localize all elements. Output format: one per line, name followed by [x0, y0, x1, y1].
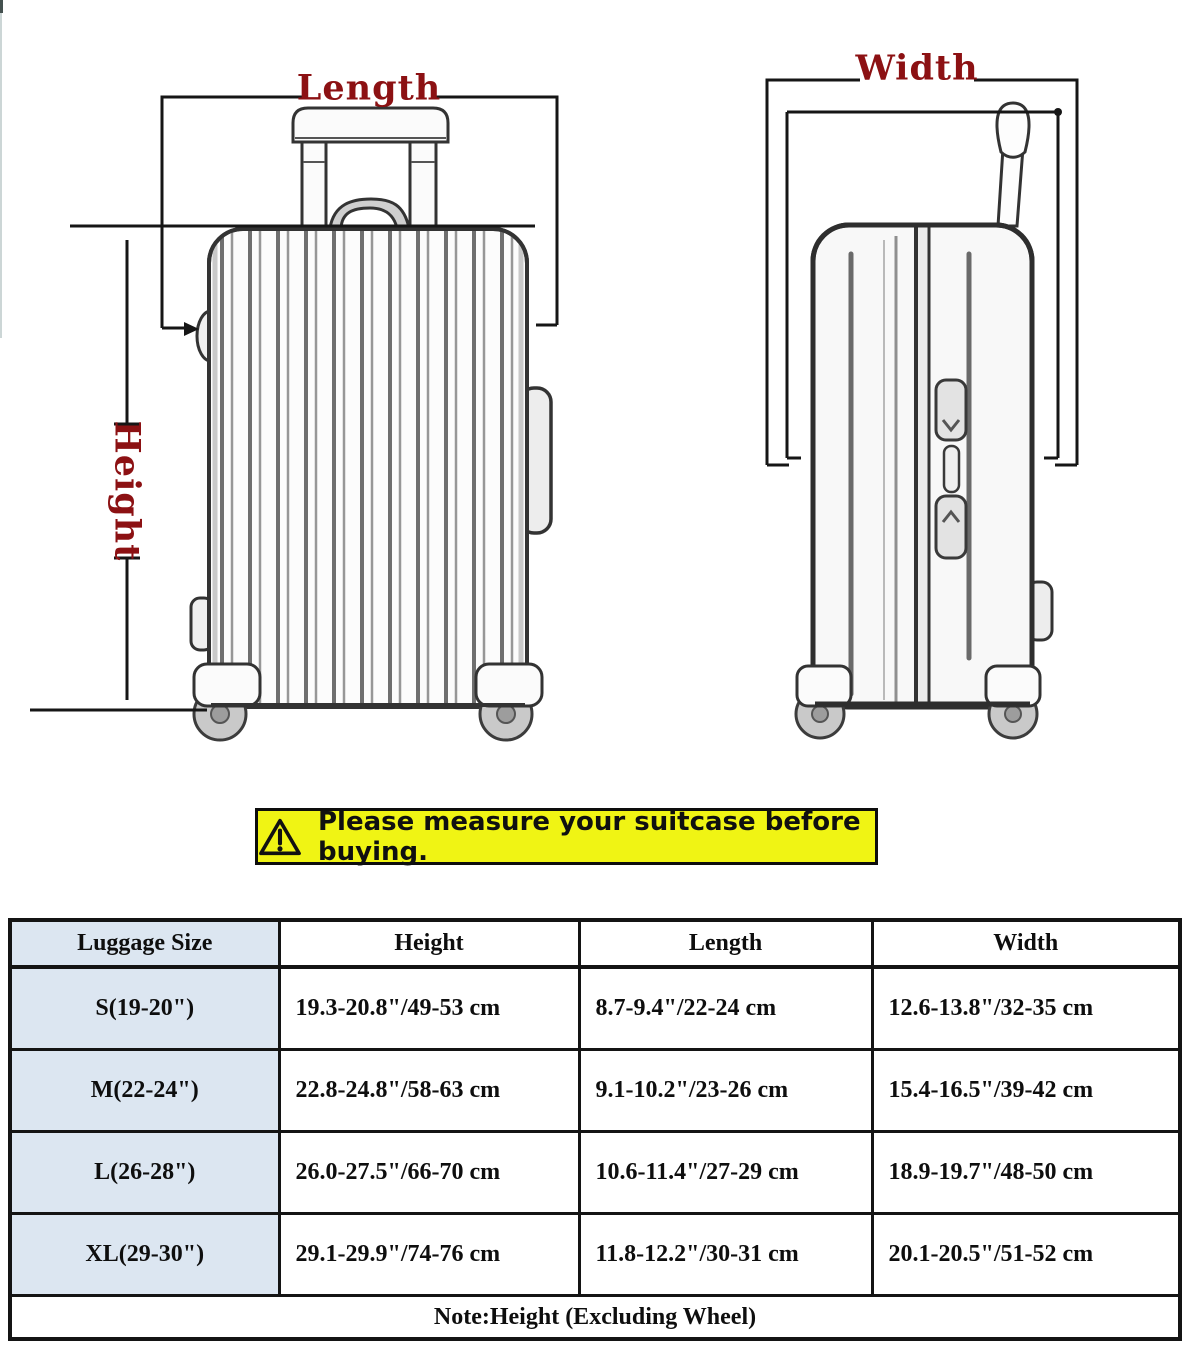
length-cell: 11.8-12.2"/30-31 cm [579, 1214, 872, 1296]
table-row-xl [10, 1214, 1180, 1296]
width-cell: 12.6-13.8"/32-35 cm [872, 967, 1180, 1050]
column-header-length: Length [579, 920, 872, 967]
size-cell: XL(29-30") [10, 1214, 279, 1296]
warning-text: Please measure your suitcase before buying. [318, 806, 861, 867]
column-header-luggage-size: Luggage Size [10, 920, 279, 967]
warning-triangle-icon [258, 817, 302, 857]
trolley-rod-side [997, 103, 1029, 226]
warning-banner [255, 808, 878, 865]
table-row-s [10, 967, 1180, 1050]
size-cell: M(22-24") [10, 1050, 279, 1132]
height-cell: 19.3-20.8"/49-53 cm [279, 967, 579, 1050]
width-label: Width [855, 47, 979, 89]
length-label: Length [296, 67, 442, 109]
width-cell: 20.1-20.5"/51-52 cm [872, 1214, 1180, 1296]
size-cell: L(26-28") [10, 1132, 279, 1214]
table-note-row [10, 1296, 1180, 1340]
height-cell: 26.0-27.5"/66-70 cm [279, 1132, 579, 1214]
height-cell: 22.8-24.8"/58-63 cm [279, 1050, 579, 1132]
carry-handle-front [330, 199, 409, 228]
length-cell: 8.7-9.4"/22-24 cm [579, 967, 872, 1050]
length-cell: 9.1-10.2"/23-26 cm [579, 1050, 872, 1132]
length-cell: 10.6-11.4"/27-29 cm [579, 1132, 872, 1214]
front-view-suitcase [191, 108, 551, 740]
column-header-width: Width [872, 920, 1180, 967]
width-cell: 18.9-19.7"/48-50 cm [872, 1132, 1180, 1214]
size-cell: S(19-20") [10, 967, 279, 1050]
column-header-height: Height [279, 920, 579, 967]
width-cell: 15.4-16.5"/39-42 cm [872, 1050, 1180, 1132]
height-label: Height [106, 420, 148, 562]
table-note: Note:Height (Excluding Wheel) [10, 1296, 1180, 1340]
table-header-row [10, 920, 1180, 967]
side-view-suitcase [796, 103, 1052, 738]
height-cell: 29.1-29.9"/74-76 cm [279, 1214, 579, 1296]
size-table [8, 918, 1182, 1341]
table-row-l [10, 1132, 1180, 1214]
table-row-m [10, 1050, 1180, 1132]
trolley-handle-front [293, 108, 448, 230]
